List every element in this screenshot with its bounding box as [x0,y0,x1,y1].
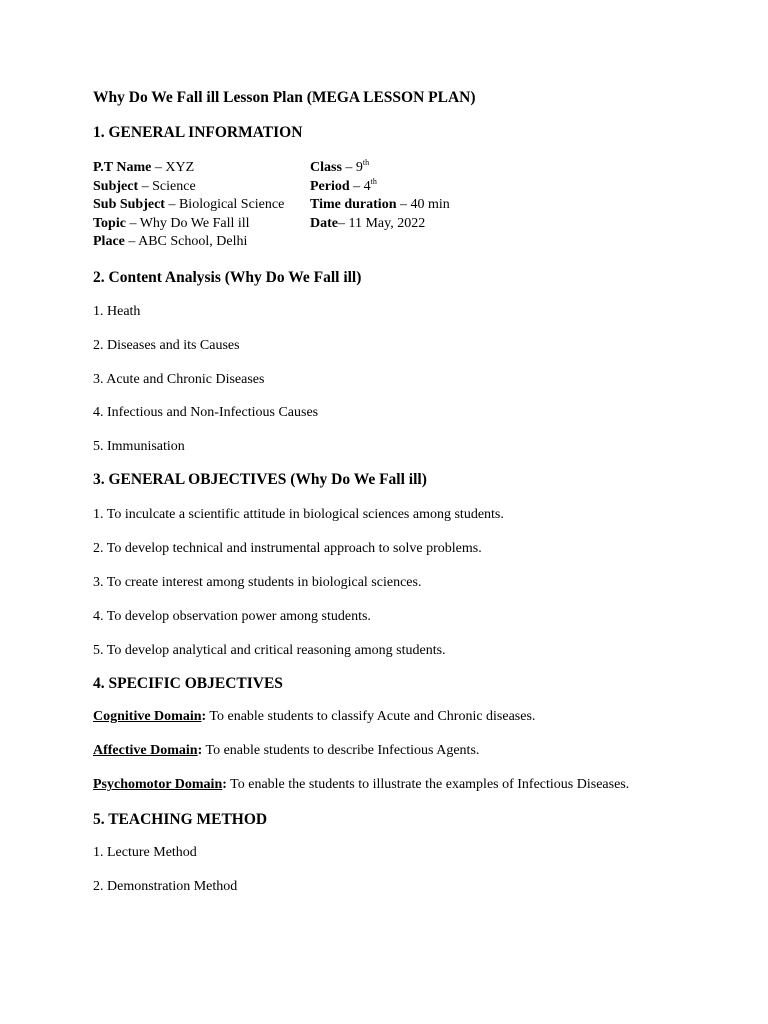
info-time-duration: Time duration – 40 min [310,197,450,213]
general-objectives-heading: 3. GENERAL OBJECTIVES (Why Do We Fall ill) [93,471,427,489]
content-analysis-heading: 2. Content Analysis (Why Do We Fall ill) [93,269,362,287]
general-information-heading: 1. GENERAL INFORMATION [93,124,303,141]
info-sub-subject: Sub Subject – Biological Science [93,197,285,213]
teaching-method-item: 1. Lecture Method [93,845,197,861]
general-objective-item: 1. To inculcate a scientific attitude in biological sciences among students. [93,507,504,523]
info-period: Period – 4th [310,176,377,194]
document-title: Why Do We Fall ill Lesson Plan (MEGA LESSON PLAN) [93,89,476,106]
psychomotor-domain-objective: Psychomotor Domain: To enable the students to illustrate the examples of Infectious Diseases. [93,777,630,793]
general-objective-item: 3. To create interest among students in biological sciences. [93,575,422,591]
content-analysis-item: 3. Acute and Chronic Diseases [93,372,265,388]
info-topic: Topic – Why Do We Fall ill [93,215,250,231]
teaching-method-heading: 5. TEACHING METHOD [93,811,268,829]
affective-domain-objective: Affective Domain: To enable students to describe Infectious Agents. [93,743,480,759]
content-analysis-item: 1. Heath [93,304,141,320]
info-place: Place – ABC School, Delhi [93,234,248,250]
info-empty-cell [310,233,693,250]
info-class: Class – 9th [310,158,370,175]
content-analysis-item: 4. Infectious and Non-Infectious Causes [93,405,319,421]
content-analysis-item: 5. Immunisation [93,439,185,455]
general-information-table [93,159,693,250]
info-subject: Subject – Science [93,178,196,194]
general-objective-item: 4. To develop observation power among students. [93,609,371,625]
general-objective-item: 2. To develop technical and instrumental approach to solve problems. [93,541,482,557]
teaching-method-item: 2. Demonstration Method [93,879,238,895]
lesson-plan-document [93,88,693,895]
content-analysis-item: 2. Diseases and its Causes [93,338,240,354]
general-objective-item: 5. To develop analytical and critical reasoning among students. [93,643,446,659]
cognitive-domain-objective: Cognitive Domain: To enable students to classify Acute and Chronic diseases. [93,709,536,725]
info-pt-name: P.T Name – XYZ [93,160,195,175]
specific-objectives-heading: 4. SPECIFIC OBJECTIVES [93,675,283,693]
info-date: Date– 11 May, 2022 [310,215,426,231]
